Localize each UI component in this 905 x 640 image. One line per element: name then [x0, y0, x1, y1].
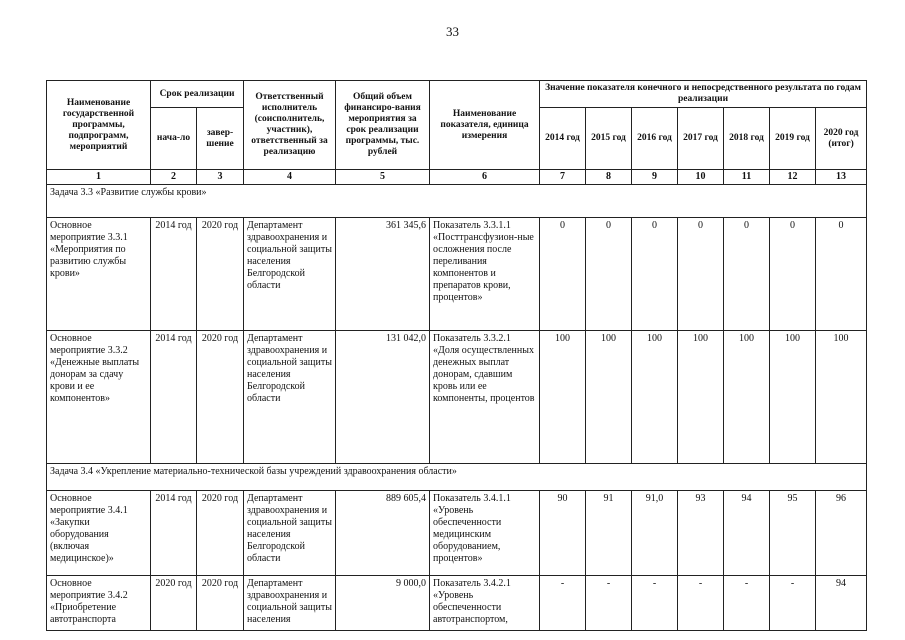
- start-year: 2014 год: [151, 218, 197, 331]
- value-cell: -: [632, 576, 678, 631]
- header-year: 2016 год: [632, 108, 678, 170]
- responsible: Департамент здравоохранения и социальной защиты населения Белгородской области: [244, 491, 336, 576]
- measure-name: Основное мероприятие 3.3.1 «Мероприятия по развитию службы крови»: [47, 218, 151, 331]
- task-title: Задача 3.3 «Развитие службы крови»: [47, 185, 867, 218]
- value-cell: 0: [632, 218, 678, 331]
- header-indicator: Наименование показателя, единица измерения: [430, 81, 540, 170]
- table-row: [47, 576, 867, 631]
- value-cell: -: [540, 576, 586, 631]
- column-number: 5: [336, 170, 430, 185]
- header-year: 2017 год: [678, 108, 724, 170]
- value-cell: 90: [540, 491, 586, 576]
- column-number: 13: [816, 170, 867, 185]
- value-cell: 0: [678, 218, 724, 331]
- measure-name: Основное мероприятие 3.4.1 «Закупки оборудования (включая медицинское)»: [47, 491, 151, 576]
- header-period: Срок реализации: [151, 81, 244, 108]
- indicator: Показатель 3.3.2.1 «Доля осуществленных денежных выплат донорам, сдавшим кровь или ее компоненты, процентов: [430, 331, 540, 464]
- end-year: 2020 год: [197, 491, 244, 576]
- funding: 9 000,0: [336, 576, 430, 631]
- value-cell: -: [770, 576, 816, 631]
- value-cell: 100: [816, 331, 867, 464]
- value-cell: -: [678, 576, 724, 631]
- funding: 889 605,4: [336, 491, 430, 576]
- page-number: 33: [446, 24, 459, 39]
- start-year: 2020 год: [151, 576, 197, 631]
- value-cell: 100: [540, 331, 586, 464]
- indicator: Показатель 3.3.1.1 «Посттрансфузион-ные осложнения после переливания компонентов и препаратов крови, процентов»: [430, 218, 540, 331]
- value-cell: 0: [816, 218, 867, 331]
- task-title: Задача 3.4 «Укрепление материально-технической базы учреждений здравоохранения области»: [47, 464, 867, 491]
- header-year: 2015 год: [586, 108, 632, 170]
- column-number-row: [47, 170, 867, 185]
- responsible: Департамент здравоохранения и социальной защиты населения Белгородской области: [244, 218, 336, 331]
- table-row: [47, 331, 867, 464]
- indicator: Показатель 3.4.1.1 «Уровень обеспеченности медицинским оборудованием, процентов»: [430, 491, 540, 576]
- column-number: 9: [632, 170, 678, 185]
- column-number: 4: [244, 170, 336, 185]
- value-cell: 0: [724, 218, 770, 331]
- value-cell: 0: [540, 218, 586, 331]
- header-year: 2019 год: [770, 108, 816, 170]
- column-number: 8: [586, 170, 632, 185]
- value-cell: 94: [724, 491, 770, 576]
- value-cell: -: [586, 576, 632, 631]
- responsible: Департамент здравоохранения и социальной защиты населения Белгородской области: [244, 331, 336, 464]
- value-cell: 94: [816, 576, 867, 631]
- header-row-1: [47, 81, 867, 108]
- header-values: Значение показателя конечного и непосредственного результата по годам реализации: [540, 81, 867, 108]
- measure-name: Основное мероприятие 3.3.2 «Денежные выплаты донорам за сдачу крови и ее компонентов»: [47, 331, 151, 464]
- value-cell: 100: [632, 331, 678, 464]
- value-cell: 0: [586, 218, 632, 331]
- column-number: 2: [151, 170, 197, 185]
- task-row: [47, 464, 867, 491]
- header-responsible: Ответственный исполнитель (соисполнитель, участник), ответственный за реализацию: [244, 81, 336, 170]
- funding: 131 042,0: [336, 331, 430, 464]
- start-year: 2014 год: [151, 331, 197, 464]
- value-cell: 100: [770, 331, 816, 464]
- value-cell: -: [724, 576, 770, 631]
- column-number: 3: [197, 170, 244, 185]
- value-cell: 95: [770, 491, 816, 576]
- column-number: 7: [540, 170, 586, 185]
- end-year: 2020 год: [197, 576, 244, 631]
- header-end: завер-шение: [197, 108, 244, 170]
- column-number: 6: [430, 170, 540, 185]
- value-cell: 100: [678, 331, 724, 464]
- table-row: [47, 491, 867, 576]
- column-number: 12: [770, 170, 816, 185]
- header-year: 2018 год: [724, 108, 770, 170]
- value-cell: 96: [816, 491, 867, 576]
- header-year: 2014 год: [540, 108, 586, 170]
- header-year: 2020 год (итог): [816, 108, 867, 170]
- start-year: 2014 год: [151, 491, 197, 576]
- funding: 361 345,6: [336, 218, 430, 331]
- task-row: [47, 185, 867, 218]
- value-cell: 93: [678, 491, 724, 576]
- column-number: 10: [678, 170, 724, 185]
- value-cell: 91: [586, 491, 632, 576]
- column-number: 1: [47, 170, 151, 185]
- header-funding: Общий объем финансиро-вания мероприятия за срок реализации программы, тыс. рублей: [336, 81, 430, 170]
- value-cell: 100: [586, 331, 632, 464]
- end-year: 2020 год: [197, 331, 244, 464]
- indicator: Показатель 3.4.2.1 «Уровень обеспеченности автотранспортом,: [430, 576, 540, 631]
- value-cell: 91,0: [632, 491, 678, 576]
- column-number: 11: [724, 170, 770, 185]
- header-name: Наименование государственной программы, подпрограмм, мероприятий: [47, 81, 151, 170]
- measure-name: Основное мероприятие 3.4.2 «Приобретение автотранспорта: [47, 576, 151, 631]
- value-cell: 100: [724, 331, 770, 464]
- responsible: Департамент здравоохранения и социальной защиты населения: [244, 576, 336, 631]
- header-start: нача-ло: [151, 108, 197, 170]
- table-row: [47, 218, 867, 331]
- program-table: [46, 80, 867, 631]
- value-cell: 0: [770, 218, 816, 331]
- end-year: 2020 год: [197, 218, 244, 331]
